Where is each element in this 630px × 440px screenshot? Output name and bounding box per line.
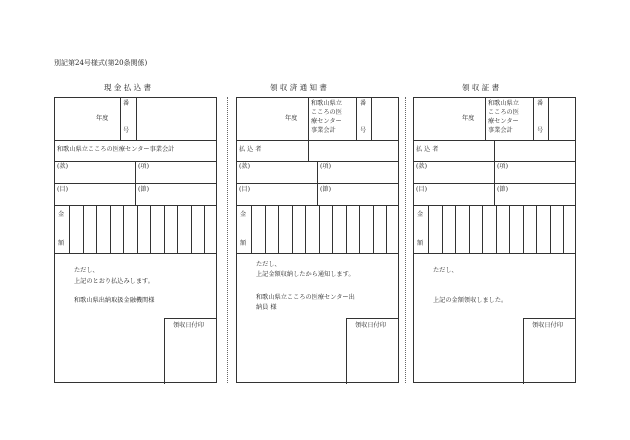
note-tadashi: ただし、 (256, 261, 281, 268)
amount-label-kin: 金 (240, 211, 247, 218)
number-label-top: 番 (123, 100, 130, 107)
number-label-bottom: 号 (123, 127, 130, 134)
number-label-bottom: 号 (537, 127, 544, 134)
setsu-field: (節) (497, 186, 509, 193)
fiscal-year-label: 年度 (96, 115, 109, 122)
receipt-date-stamp-label: 領収日付印 (355, 322, 386, 329)
note-statement: 上記金額収納したから通知します。 (256, 271, 355, 278)
payer-label: 払 込 者 (239, 146, 262, 153)
issuer-line-3: 療センター (311, 118, 342, 125)
issuer-line-4: 事業会計 (488, 127, 513, 134)
amount-label-gaku: 額 (240, 240, 247, 247)
form-receipt-notice (236, 97, 399, 383)
note-addressee-2: 納員 様 (256, 304, 277, 311)
amount-label-gaku: 額 (58, 240, 65, 247)
kou-field: (項) (138, 163, 150, 170)
cut-line-1 (227, 97, 228, 383)
form-caption: 別記第24号様式(第20条関係) (54, 59, 148, 67)
amount-label-kin: 金 (58, 211, 65, 218)
amount-label-gaku: 額 (417, 240, 424, 247)
receipt-date-stamp-label: 領収日付印 (173, 322, 204, 329)
number-label-bottom: 号 (360, 127, 367, 134)
kou-field: (項) (497, 163, 509, 170)
note-statement: 上記のとおり払込みします。 (74, 278, 154, 285)
kan-field: (款) (57, 163, 69, 170)
kan-field: (款) (416, 163, 428, 170)
note-addressee-1: 和歌山県立こころの医療センター出 (256, 294, 355, 301)
form-payment-slip (54, 97, 217, 383)
cut-line-2 (405, 97, 406, 383)
account-name: 和歌山県立こころの医療センター事業会計 (57, 146, 175, 153)
fiscal-year-label: 年度 (462, 115, 475, 122)
note-tadashi: ただし、 (74, 267, 99, 274)
form-title-payment: 現 金 払 込 書 (104, 83, 152, 92)
form-receipt (413, 97, 576, 383)
payer-label: 払 込 者 (416, 146, 439, 153)
fiscal-year-label: 年度 (285, 115, 298, 122)
receipt-date-stamp-label: 領収日付印 (532, 322, 563, 329)
issuer-line-2: こころの医 (311, 109, 342, 116)
kan-field: (款) (239, 163, 251, 170)
amount-label-kin: 金 (417, 211, 424, 218)
setsu-field: (節) (320, 186, 332, 193)
kou-field: (項) (320, 163, 332, 170)
moku-field: (目) (416, 186, 428, 193)
issuer-line-4: 事業会計 (311, 127, 336, 134)
moku-field: (目) (239, 186, 251, 193)
note-addressee: 和歌山県出納取扱金融機関様 (74, 297, 155, 304)
issuer-line-2: こころの医 (488, 109, 519, 116)
note-tadashi: ただし、 (433, 267, 458, 274)
note-statement: 上記の金額領収しました。 (433, 297, 508, 304)
issuer-line-3: 療センター (488, 118, 519, 125)
issuer-line-1: 和歌山県立 (488, 100, 519, 107)
number-label-top: 番 (360, 100, 367, 107)
moku-field: (目) (57, 186, 69, 193)
setsu-field: (節) (138, 186, 150, 193)
issuer-line-1: 和歌山県立 (311, 100, 342, 107)
form-title-receipt: 領 収 証 書 (462, 83, 500, 92)
number-label-top: 番 (537, 100, 544, 107)
form-title-notice: 領 収 済 通 知 書 (270, 83, 327, 92)
